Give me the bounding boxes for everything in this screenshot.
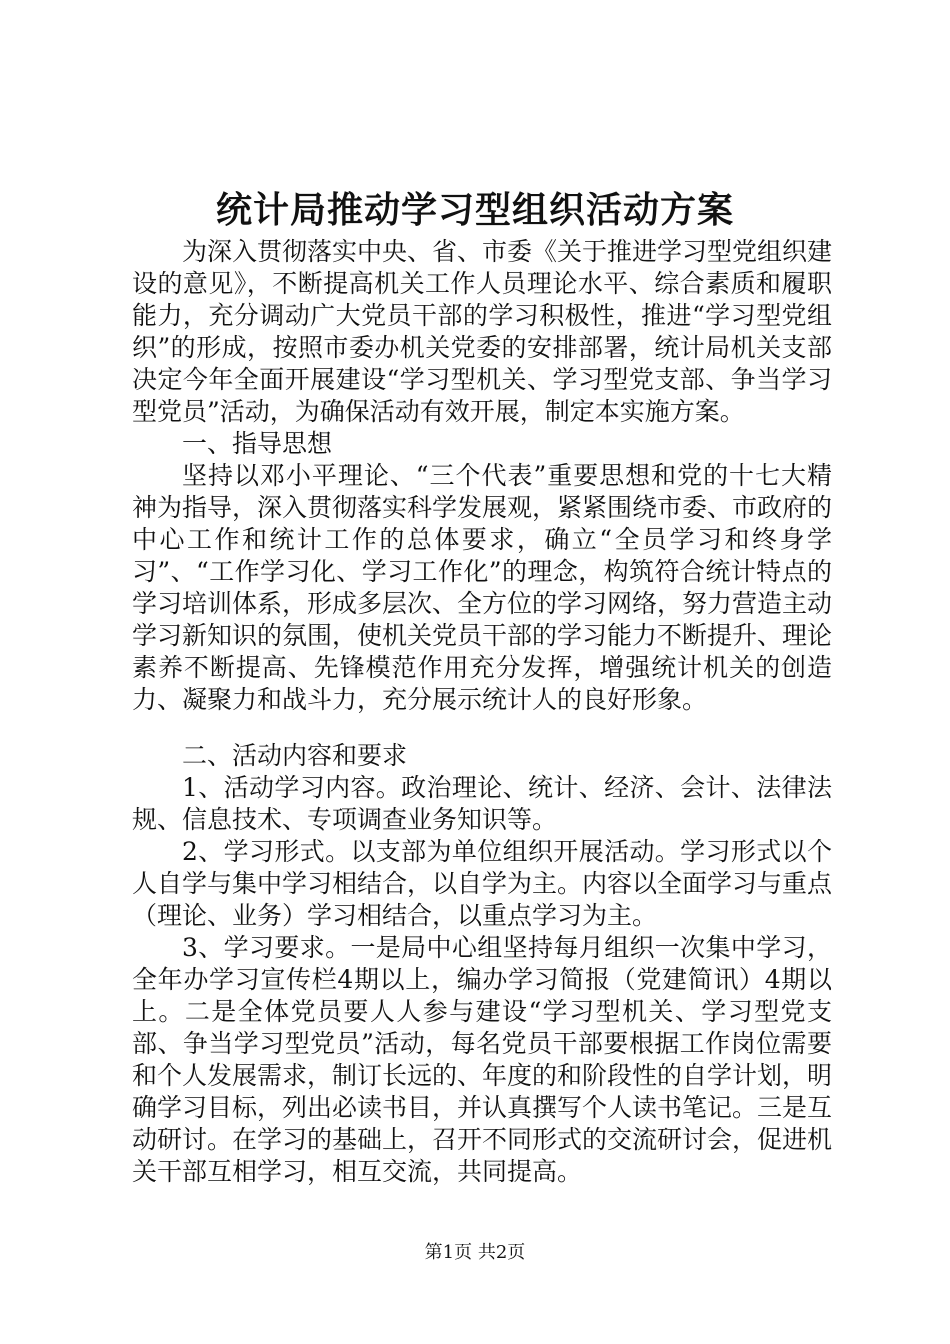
intro-paragraph: 为深入贯彻落实中央、省、市委《关于推进学习型党组织建设的意见》，不断提高机关工作人员理论水平、综合素质和履职能力，充分调动广大党员干部的学习积极性，推进“学习型党组织”的形成，按照市委办机关党委的安排部署，统计局机关支部决定今年全面开展建设“学习型机关、学习型党支部、争当学习型党员”活动，为确保活动有效开展，制定本实施方案。 (132, 237, 833, 426)
document-body (132, 236, 832, 1188)
document-title: 统计局推动学习型组织活动方案 (215, 189, 734, 231)
activity-item-2: 2、学习形式。以支部为单位组织开展活动。学习形式以个人自学与集中学习相结合，以自学为主。内容以全面学习与重点（理论、业务）学习相结合，以重点学习为主。 (132, 837, 833, 930)
activity-item-3: 3、学习要求。一是局中心组坚持每月组织一次集中学习，全年办学习宣传栏4期以上，编办学习简报（党建简讯）4期以上。二是全体党员要人人参与建设“学习型机关、学习型党支部、争当学习型党员”活动，每名党员干部要根据工作岗位需要和个人发展需求，制订长远的、年度的和阶段性的自学计划，明确学习目标，列出必读书目，并认真撰写个人读书笔记。三是互动研讨。在学习的基础上，召开不同形式的交流研讨会，促进机关干部互相学习，相互交流，共同提高。 (132, 933, 833, 1186)
section-heading-activity-content: 二、活动内容和要求 (182, 741, 408, 770)
section-heading-guiding-ideology: 一、指导思想 (182, 429, 333, 458)
guiding-ideology-paragraph: 坚持以邓小平理论、“三个代表”重要思想和党的十七大精神为指导，深入贯彻落实科学发展观，紧紧围绕市委、市政府的中心工作和统计工作的总体要求，确立“全员学习和终身学习”、“工作学习化、学习工作化”的理念，构筑符合统计特点的学习培训体系，形成多层次、全方位的学习网络，努力营造主动学习新知识的氛围，使机关党员干部的学习能力不断提升、理论素养不断提高、先锋模范作用充分发挥，增强统计机关的创造力、凝聚力和战斗力，充分展示统计人的良好形象。 (132, 461, 833, 714)
section-spacer (132, 716, 832, 740)
activity-item-1: 1、活动学习内容。政治理论、统计、经济、会计、法律法规、信息技术、专项调查业务知识等。 (132, 773, 832, 834)
page-footer: 第1页 共2页 (424, 1242, 526, 1263)
